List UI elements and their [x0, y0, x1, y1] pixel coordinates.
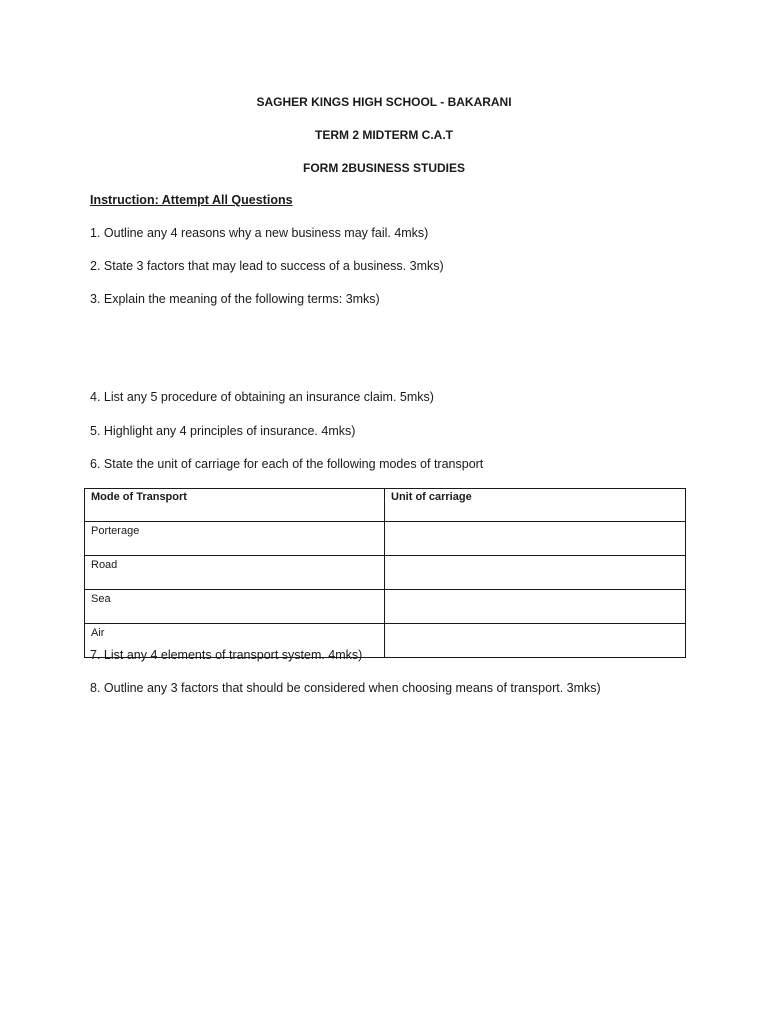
subject-title: FORM 2BUSINESS STUDIES: [302, 161, 466, 175]
unit-cell: [385, 590, 686, 624]
question-4: 4. List any 5 procedure of obtaining an insurance claim. 5mks): [90, 390, 434, 404]
mode-cell: Air: [85, 624, 385, 658]
question-7: 7. List any 4 elements of transport system. 4mks): [90, 648, 363, 662]
question-3: 3. Explain the meaning of the following terms: 3mks): [90, 292, 380, 306]
mode-cell: Sea: [85, 590, 385, 624]
mode-cell: Road: [85, 556, 385, 590]
question-5: 5. Highlight any 4 principles of insurance. 4mks): [90, 424, 356, 438]
unit-cell: [385, 522, 686, 556]
school-name: SAGHER KINGS HIGH SCHOOL - BAKARANI: [256, 95, 512, 109]
question-8: 8. Outline any 3 factors that should be considered when choosing means of transport. 3mks): [90, 681, 601, 695]
table-row: [85, 590, 686, 624]
exam-title: TERM 2 MIDTERM C.A.T: [315, 128, 453, 142]
table-row: [85, 522, 686, 556]
column-header-unit: Unit of carriage: [385, 489, 686, 522]
instruction-text: Instruction: Attempt All Questions: [90, 193, 293, 207]
column-header-mode: Mode of Transport: [85, 489, 385, 522]
table-header-row: [85, 489, 686, 522]
question-1: 1. Outline any 4 reasons why a new business may fail. 4mks): [90, 226, 429, 240]
unit-cell: [385, 556, 686, 590]
mode-cell: Porterage: [85, 522, 385, 556]
table-row: [85, 556, 686, 590]
question-2: 2. State 3 factors that may lead to success of a business. 3mks): [90, 259, 444, 273]
question-6: 6. State the unit of carriage for each of the following modes of transport: [90, 457, 484, 471]
unit-cell: [385, 624, 686, 658]
transport-table: [84, 488, 686, 658]
